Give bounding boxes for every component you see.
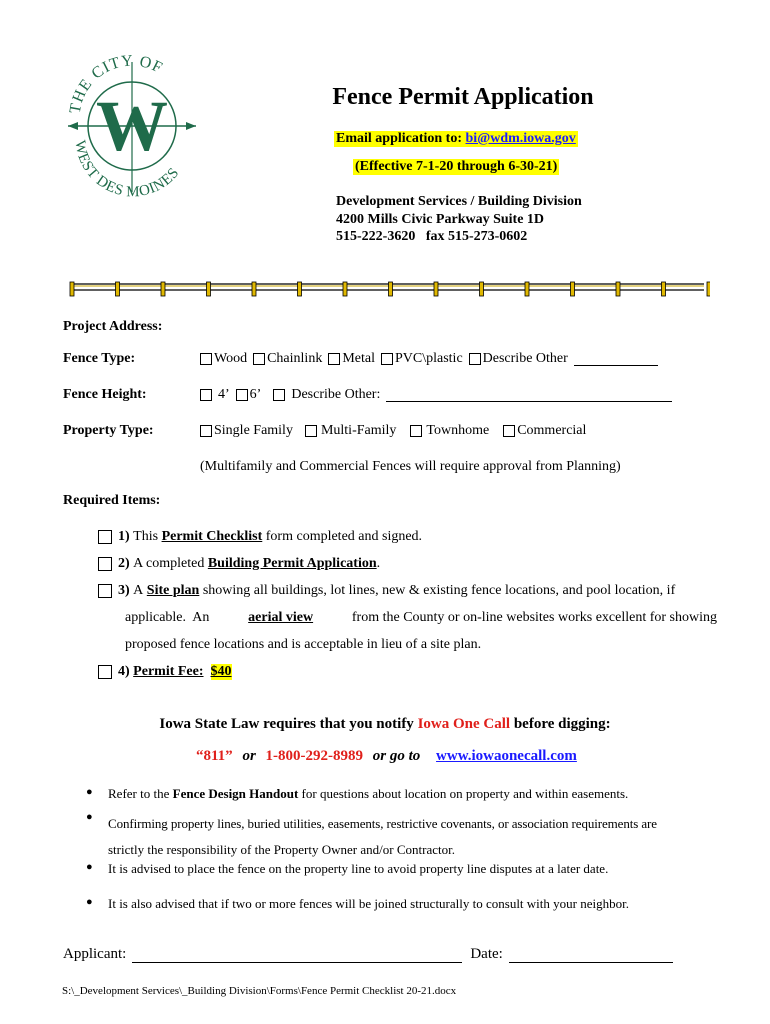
property-type-multi-family[interactable]: Multi-Family <box>305 423 396 439</box>
fence-type-chainlink[interactable]: Chainlink <box>253 351 322 367</box>
checkbox[interactable] <box>200 389 212 401</box>
fence-post <box>707 282 710 296</box>
fence-height-4[interactable]: 4’ <box>200 387 230 403</box>
property-type-townhome[interactable]: Townhome <box>410 423 489 439</box>
checkbox[interactable] <box>305 425 317 437</box>
fence-post <box>161 282 165 296</box>
fence-type-pvc[interactable]: PVC\plastic <box>381 351 463 367</box>
iowa-one-call-link[interactable]: www.iowaonecall.com <box>436 748 577 764</box>
email-line <box>334 131 578 147</box>
email-link[interactable]: bi@wdm.iowa.gov <box>465 131 576 146</box>
building-permit-application-link[interactable]: Building Permit Application <box>207 556 377 571</box>
required-item-2: 2) A completed Building Permit Application . <box>98 556 380 572</box>
fence-post <box>480 282 484 296</box>
checkbox[interactable] <box>328 353 340 365</box>
fence-type-options <box>200 351 658 367</box>
fence-post <box>298 282 302 296</box>
fence-post <box>616 282 620 296</box>
checkbox[interactable] <box>200 353 212 365</box>
site-plan-link[interactable]: Site plan <box>146 583 200 598</box>
office-address <box>336 193 582 246</box>
required-item-4: 4) Permit Fee: $40 <box>98 664 232 680</box>
email-label: Email application to: <box>336 131 463 146</box>
fence-height-options <box>200 387 672 403</box>
required-item-1: 1) This Permit Checklist form completed and signed. <box>98 529 422 545</box>
call-phone: 1-800-292-8989 <box>265 748 364 764</box>
checkbox[interactable] <box>410 425 422 437</box>
fence-post <box>571 282 575 296</box>
phone-fax: 515-222-3620 fax 515-273-0602 <box>336 229 528 244</box>
fence-design-handout: Fence Design Handout <box>172 786 299 801</box>
checkbox[interactable] <box>98 584 112 598</box>
checkbox[interactable] <box>273 389 285 401</box>
dig-notice: Iowa State Law requires that you notify Iowa One Call before digging: <box>159 716 611 732</box>
call-811: “811” <box>196 748 233 764</box>
fence-post <box>389 282 393 296</box>
effective-dates: (Effective 7-1-20 through 6-30-21) <box>355 159 558 174</box>
logo-bottom-text: WEST DES MOINES <box>71 139 183 201</box>
checkbox[interactable] <box>98 530 112 544</box>
fence-post <box>70 282 74 296</box>
fence-type-other-field[interactable] <box>574 352 658 366</box>
fence-height-6[interactable]: 6’ <box>236 387 262 403</box>
signature-row <box>63 946 673 963</box>
aerial-view-link[interactable]: aerial view <box>248 610 314 625</box>
required-item-3-line3: proposed fence locations and is acceptable in lieu of a site plan. <box>125 637 482 652</box>
street-address: 4200 Mills Civic Parkway Suite 1D <box>336 211 545 227</box>
project-address-label: Project Address: <box>63 319 163 334</box>
checkbox[interactable] <box>469 353 481 365</box>
fence-post <box>434 282 438 296</box>
property-type-single-family[interactable]: Single Family <box>200 423 293 439</box>
fence-post <box>116 282 120 296</box>
fence-type-other[interactable]: Describe Other <box>469 351 568 367</box>
property-type-label: Property Type: <box>63 423 154 438</box>
property-note: (Multifamily and Commercial Fences will require approval from Planning) <box>200 459 621 474</box>
checkbox[interactable] <box>98 665 112 679</box>
date-field[interactable] <box>509 949 673 963</box>
fence-post <box>252 282 256 296</box>
fence-post <box>662 282 666 296</box>
checkbox[interactable] <box>98 557 112 571</box>
fence-post <box>207 282 211 296</box>
date-label: Date: <box>470 946 503 962</box>
checkbox[interactable] <box>253 353 265 365</box>
dig-contacts: “811” or 1-800-292-8989 or go to www.iowaonecall.com <box>196 748 577 764</box>
file-path-footer: S:\_Development Services\_Building Division\Forms\Fence Permit Checklist 20-21.docx <box>62 985 457 997</box>
property-type-options <box>200 423 592 439</box>
required-item-3-line2: applicable. An aerial view from the County or on-line websites works excellent for showing <box>125 610 717 625</box>
fence-height-other[interactable]: Describe Other: <box>273 387 380 403</box>
permit-checklist-link[interactable]: Permit Checklist <box>161 529 263 544</box>
checkbox[interactable] <box>200 425 212 437</box>
fence-type-wood[interactable]: Wood <box>200 351 247 367</box>
required-item-3: 3) A Site plan showing all buildings, lot lines, new & existing fence locations, and pool location, if <box>98 583 675 599</box>
division-name: Development Services / Building Division <box>336 194 582 209</box>
fence-type-metal[interactable]: Metal <box>328 351 375 367</box>
applicant-label: Applicant: <box>63 946 127 962</box>
fence-height-label: Fence Height: <box>63 387 147 402</box>
applicant-field[interactable] <box>132 949 462 963</box>
fence-divider <box>64 276 710 300</box>
checkbox[interactable] <box>503 425 515 437</box>
fence-height-other-field[interactable] <box>386 388 672 402</box>
property-type-commercial[interactable]: Commercial <box>503 423 586 439</box>
city-logo <box>62 52 202 202</box>
page-title: Fence Permit Application <box>332 84 594 110</box>
checkbox[interactable] <box>381 353 393 365</box>
permit-fee-amount: $40 <box>210 664 232 679</box>
checkbox[interactable] <box>236 389 248 401</box>
logo-top-text: THE CITY OF <box>66 52 166 115</box>
fence-post <box>343 282 347 296</box>
fence-type-label: Fence Type: <box>63 351 136 366</box>
permit-fee-label: Permit Fee: <box>133 664 204 679</box>
fence-post <box>525 282 529 296</box>
required-items-heading: Required Items: <box>63 493 161 508</box>
logo-letter: W <box>96 86 168 166</box>
